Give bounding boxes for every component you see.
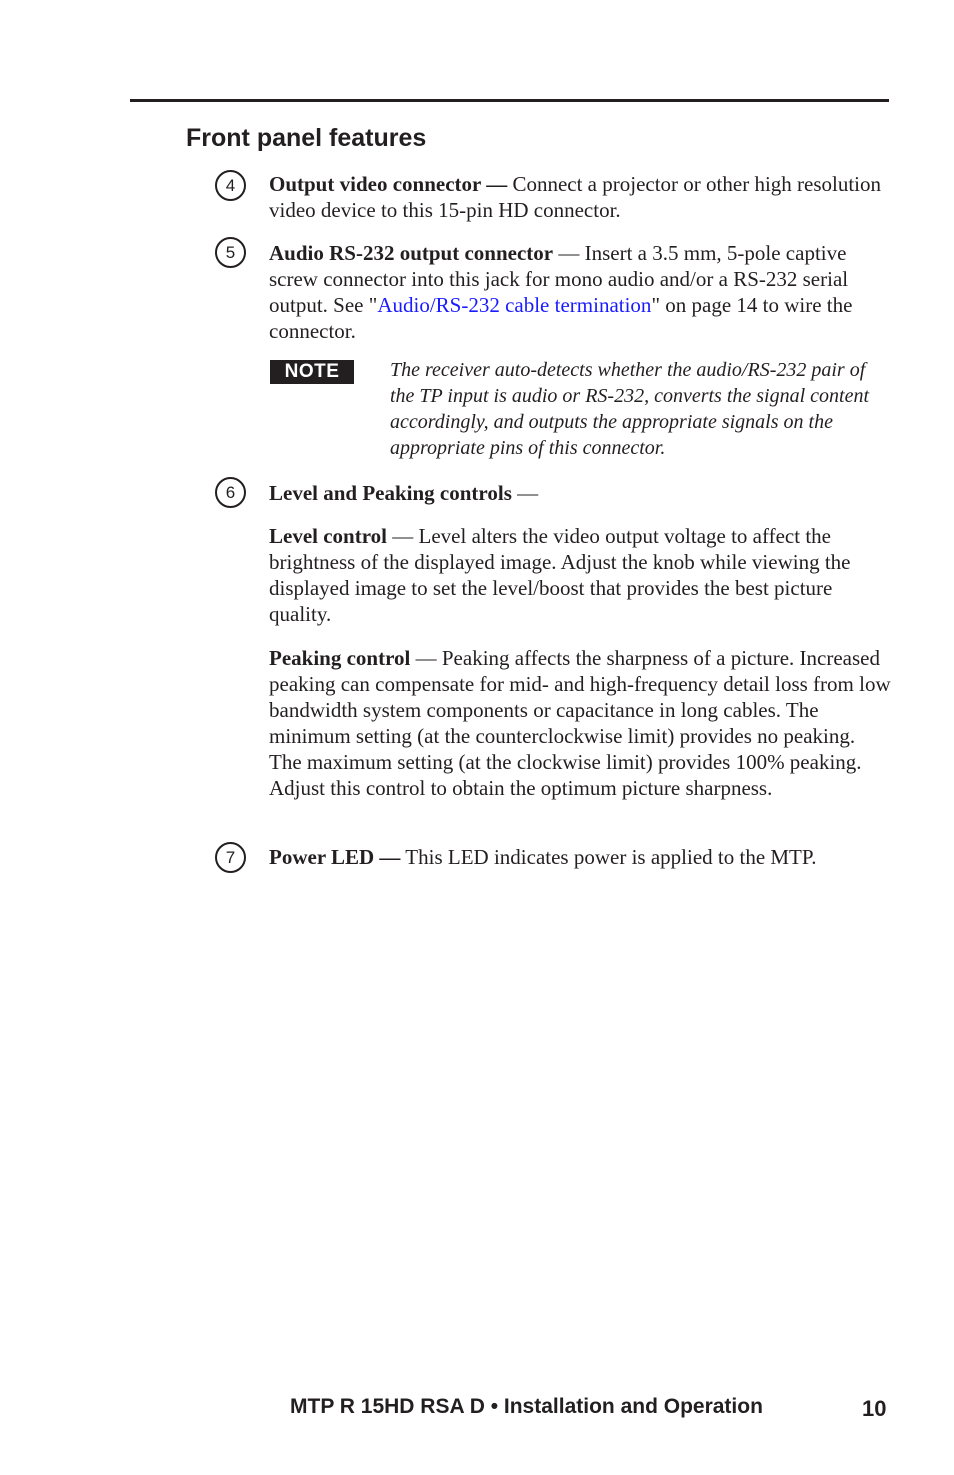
- peaking-control-text: — Peaking affects the sharpness of a picture. Increased peaking can compensate for mid- and high-frequency detail loss from low bandwidth system components or capacitance in long cables. The minimum setting (at the counterclockwise limit) provides no peaking. The maximum setting (at the clockwise limit) provides 100% peaking. Adjust this control to obtain the optimum picture sharpness.: [269, 646, 891, 800]
- callout-7-icon: 7: [215, 842, 246, 873]
- callout-6-icon: 6: [215, 477, 246, 508]
- peaking-control-title: Peaking control: [269, 646, 411, 670]
- page-number: 10: [862, 1396, 887, 1421]
- item-audio-rs232-output-connector: [269, 240, 891, 344]
- item-power-led: [269, 844, 891, 870]
- item-text: This LED indicates power is applied to the MTP.: [400, 845, 817, 869]
- callout-5-icon: 5: [215, 237, 246, 268]
- level-control-title: Level control: [269, 524, 388, 548]
- footer-title: MTP R 15HD RSA D • Installation and Operation: [290, 1395, 763, 1418]
- header-rule: [130, 99, 889, 102]
- item-text: —: [511, 481, 539, 505]
- callout-4-icon: 4: [215, 170, 246, 201]
- note-badge: NOTE: [270, 360, 354, 384]
- cable-termination-link[interactable]: Audio/RS-232 cable termination: [377, 293, 652, 317]
- peaking-control-paragraph: [269, 645, 891, 801]
- note-text: The receiver auto-detects whether the audio/RS-232 pair of the TP input is audio or RS-232, converts the signal content accordingly, and outputs the appropriate signals on the appropriate pins of this connector.: [390, 359, 870, 459]
- item-title: Level and Peaking controls: [269, 481, 512, 505]
- item-text-after: " on page 14 to wire the connector.: [269, 293, 853, 343]
- level-control-text: — Level alters the video output voltage to affect the brightness of the displayed image. Adjust the knob while viewing the displayed image to set the level/boost that provides the best picture quality.: [269, 524, 851, 626]
- item-title: Output video connector —: [269, 172, 508, 196]
- item-text: — Insert a 3.5 mm, 5-pole captive screw connector into this jack for mono audio and/or a RS-232 serial output. See ": [269, 241, 849, 317]
- item-text: Connect a projector or other high resolution video device to this 15-pin HD connector.: [269, 172, 882, 222]
- item-level-peaking-controls: [269, 480, 891, 506]
- section-title: Front panel features: [186, 124, 427, 152]
- item-title: Audio RS-232 output connector: [269, 241, 554, 265]
- item-output-video-connector: [269, 171, 891, 223]
- level-control-paragraph: [269, 523, 891, 627]
- item-title: Power LED —: [269, 845, 401, 869]
